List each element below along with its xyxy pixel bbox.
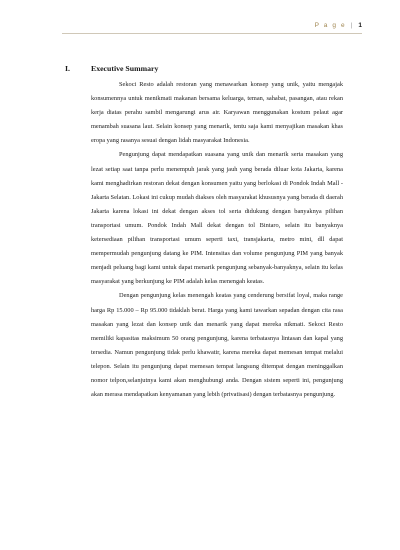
paragraph: Pengunjung dapat mendapatkan suasana yang unik dan menarik serta masakan yang lezat setiap saat tanpa perlu menempuh jarak yang jauh yang berada diluar kota Jakarta, karena kami menghadirkan restoran dekat dengan konsumen yaitu yang berlokasi di Pondok Indah Mall - Jakarta Selatan. Lokasi ini cukup mudah diakses oleh masyarakat khususnya yang berada di daerah Jakarta karena lokasi ini dekat dengan akses tol serta didukung dengan banyaknya pilihan transportasi umum. Pondok Indah Mall dekat dengan tol Bintaro, selain itu banyaknya ketersediaan pilihan transportasi umum seperti taxi, transjakarta, metro mini, dll dapat mempermudah pengunjung datang ke PIM. Intensitas dan volume pengunjung PIM yang banyak menjadi peluang bagi kami untuk dapat menarik pengunjung sebanyak-banyaknya, selain itu kelas masyarakat yang berkunjung ke PIM adalah kelas menengah keatas.	[91, 151, 343, 286]
document-body	[91, 78, 343, 402]
page-number: 1	[358, 22, 362, 29]
section-number: I.	[65, 64, 70, 73]
header-divider	[62, 33, 362, 34]
header-separator: |	[350, 22, 354, 29]
section-heading	[65, 64, 158, 73]
paragraph: Sekoci Resto adalah restoran yang menawarkan konsep yang unik, yaitu mengajak konsumennya untuk menikmati makanan bersama keluarga, teman, sahabat, pasangan, atau rekan kerja diatas perahu sambil mengarungi arus air. Karyawan menggunakan kostum pelaut agar menambah suasana laut. Selain konsep yang menarik, tentu saja kami menyajikan masakan khas eropa yang rasanya sesuai dengan lidah masyarakat Indonesia.	[91, 81, 343, 145]
paragraph: Dengan pengunjung kelas menengah keatas yang cenderung bersifat loyal, maka range harga Rp 15.000 – Rp 95.000 tidaklah berat. Harga yang kami tawarkan sepadan dengan cita rasa masakan yang lezat dan konsep unik dan menarik yang dapat mereka nikmati. Sekoci Resto memiliki kapasitas maksimum 50 orang pengunjung, karena terbatasnya lintasan dan kapal yang tersedia. Namun pengunjung tidak perlu khawatir, karena mereka dapat memesan tempat melalui telepon. Selain itu pengunjung dapat memesan tempat langsung ditempat dengan meninggalkan nomor telpon,selanjutnya kami akan menghubungi anda. Dengan sistem seperti ini, pengunjung akan merasa mendapatkan kenyamanan yang lebih (privatisasi) dengan terbatasnya pengunjung.	[91, 292, 343, 399]
page-header	[315, 22, 362, 29]
page-label: P a g e	[314, 22, 347, 29]
section-title: Executive Summary	[91, 64, 159, 73]
